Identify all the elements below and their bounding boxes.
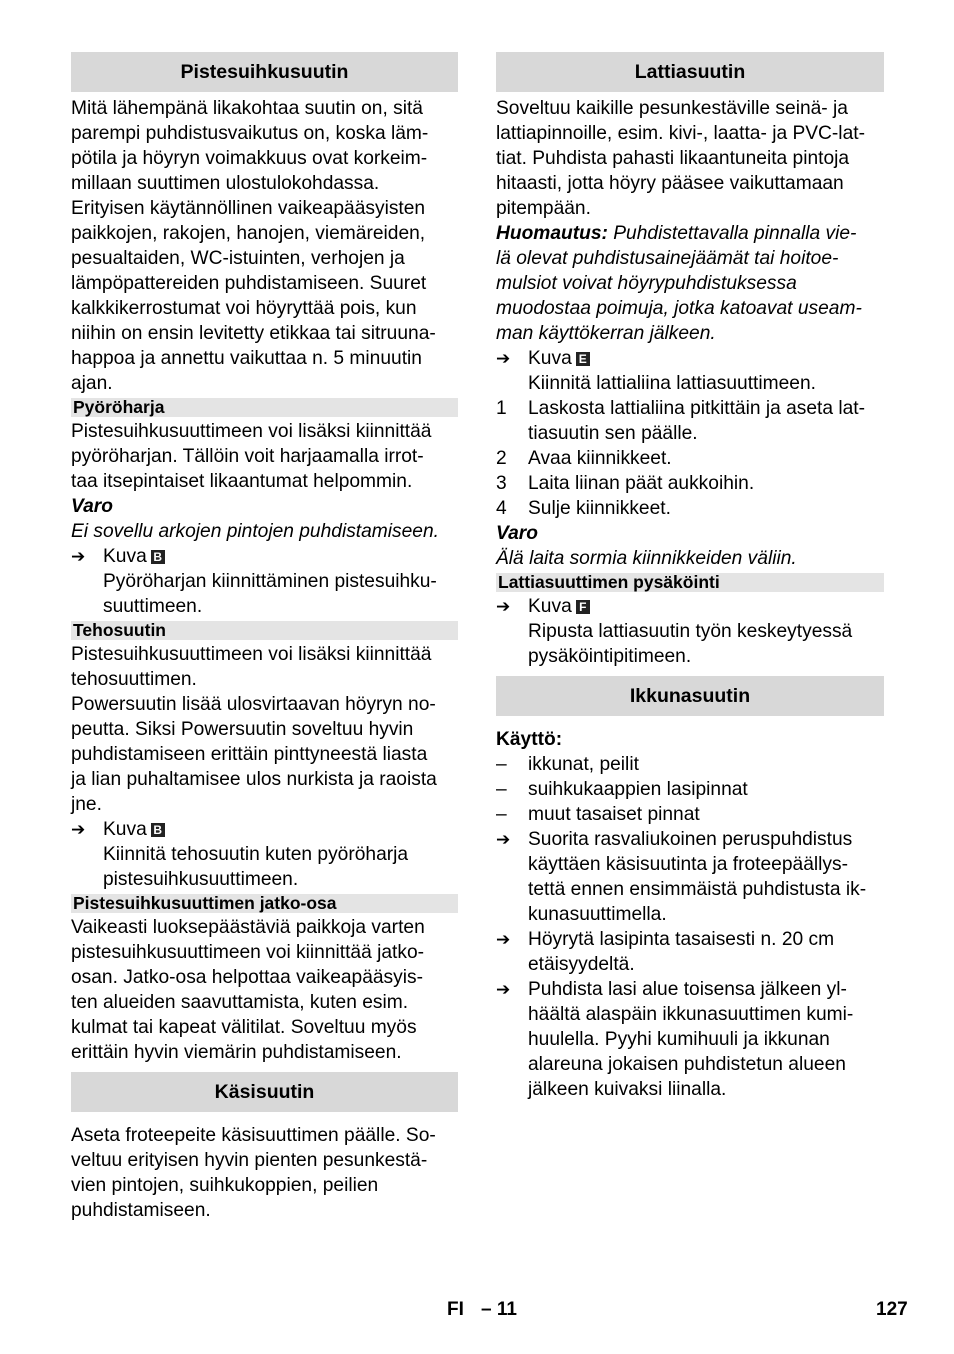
- arrow-item: [496, 977, 884, 1102]
- arrow-icon: ➔: [496, 830, 511, 849]
- step-item: [496, 471, 884, 496]
- text-line: Suorita rasvaliukoinen peruspuhdistus: [528, 829, 853, 850]
- note-line: muodostaa poimuja, jotka katoavat useam-: [496, 298, 862, 319]
- heading-tehosuutin: Tehosuutin: [71, 621, 458, 640]
- text-line: Vaikeasti luoksepäästäviä paikkoja varten: [71, 917, 425, 938]
- heading-pyoroharja: Pyöröharja: [71, 398, 458, 417]
- text-line: lattiapinnoille, esim. kivi-, laatta- ja PVC-lat-: [496, 123, 865, 144]
- text-line: pesualtaiden, WC-istuinten, verhojen ja: [71, 248, 405, 269]
- kasisuutin-text: [71, 1123, 458, 1223]
- text-line: Mitä lähempänä likakohtaa suutin on, sitä: [71, 98, 423, 119]
- text-line: ja lian puhaltamisee ulos nurkista ja raoista: [71, 769, 437, 790]
- text-line: Pistesuihkusuuttimeen voi lisäksi kiinnittää: [71, 421, 432, 442]
- text-line: lämpöpattereiden puhdistamiseen. Suuret: [71, 273, 427, 294]
- text-line: jne.: [71, 794, 102, 815]
- text-line: pistesuihkusuuttimeen voi kiinnittää jatko-: [71, 942, 425, 963]
- text-line: parempi puhdistusvaikutus on, koska läm-: [71, 123, 429, 144]
- arrow-icon: ➔: [496, 930, 511, 949]
- right-column: [496, 52, 884, 1102]
- text-line: kulmat tai kapeat välitilat. Soveltuu myös: [71, 1017, 417, 1038]
- text-line: puhdistamiseen erittäin pinttyneestä liasta: [71, 744, 428, 765]
- step-item: [496, 396, 884, 446]
- text-line: Soveltuu kaikille pesunkestäville seinä- ja: [496, 98, 848, 119]
- figure-caption: [71, 842, 458, 892]
- arrow-item: [496, 827, 884, 927]
- text-line: Laita liinan päät aukkoihin.: [528, 473, 755, 494]
- figure-caption: [496, 619, 884, 669]
- text-line: tiasuutin sen päälle.: [528, 423, 698, 444]
- text-line: muut tasaiset pinnat: [528, 804, 700, 825]
- text-line: tiat. Puhdista pahasti likaantuneita pintoja: [496, 148, 850, 169]
- text-line: pitempään.: [496, 198, 591, 219]
- text-line: Powersuutin lisää ulosvirtaavan höyryn no-: [71, 694, 436, 715]
- caution-text: Ei sovellu arkojen pintojen puhdistamiseen.: [71, 521, 439, 542]
- text-line: tehosuuttimen.: [71, 669, 197, 690]
- pyoroharja-text: [71, 419, 458, 619]
- figure-reference: [496, 594, 884, 619]
- text-line: vien pintojen, suihkukoppien, peilien: [71, 1175, 379, 1196]
- left-column: [71, 52, 458, 1223]
- text-line: Kiinnitä tehosuutin kuten pyöröharja: [103, 844, 409, 865]
- text-line: alareuna jokaisen puhdistetun alueen: [528, 1054, 846, 1075]
- step-number: 2: [496, 448, 507, 469]
- arrow-icon: ➔: [496, 597, 511, 616]
- dash-item: [496, 802, 884, 827]
- figure-caption: [71, 569, 458, 619]
- text-line: kalkkikerrostumat voi höyryttää pois, kun: [71, 298, 417, 319]
- step-item: [496, 446, 884, 471]
- footer-language: FI: [447, 1299, 464, 1320]
- heading-lattiasuutin: Lattiasuutin: [496, 52, 884, 92]
- text-line: pyöröharjan. Tällöin voit harjaamalla irrot-: [71, 446, 424, 467]
- text-line: kunasuuttimella.: [528, 904, 667, 925]
- heading-jatko-osa: Pistesuihkusuuttimen jatko-osa: [71, 894, 458, 913]
- text-line: peutta. Siksi Powersuutin soveltuu hyvin: [71, 719, 414, 740]
- dash-item: [496, 777, 884, 802]
- figure-reference: [71, 544, 458, 569]
- dash-icon: –: [496, 804, 507, 825]
- heading-pistesuihkusuutin: Pistesuihkusuutin: [71, 52, 458, 92]
- text-line: osan. Jatko-osa helpottaa vaikeapääsyis-: [71, 967, 423, 988]
- text-line: Puhdista lasi alue toisensa jälkeen yl-: [528, 979, 847, 1000]
- text-line: huulella. Pyyhi kumihuuli ja ikkunan: [528, 1029, 830, 1050]
- step-item: [496, 496, 884, 521]
- text-line: Kiinnitä lattialiina lattiasuuttimeen.: [528, 373, 816, 394]
- figure-reference: [71, 817, 458, 842]
- lattiasuutin-text: [496, 96, 884, 571]
- arrow-icon: ➔: [496, 349, 511, 368]
- note-line: lä olevat puhdistusainejäämät tai hoitoe-: [496, 248, 839, 269]
- arrow-icon: ➔: [496, 980, 511, 999]
- note-line: mulsiot voivat höyrypuhdistuksessa: [496, 273, 797, 294]
- text-line: häältä alaspäin ikkunasuuttimen kumi-: [528, 1004, 854, 1025]
- text-line: taa itsepintaiset likaantumat helpommin.: [71, 471, 413, 492]
- text-line: tettä ennen ensimmäistä puhdistusta ik-: [528, 879, 867, 900]
- text-line: hitaasti, jotta höyry pääsee vaikuttamaan: [496, 173, 844, 194]
- text-line: ajan.: [71, 373, 113, 394]
- usage-label: Käyttö:: [496, 729, 563, 750]
- pistesuihkusuutin-text: [71, 96, 458, 396]
- dash-icon: –: [496, 754, 507, 775]
- note-label: Huomautus:: [496, 223, 608, 244]
- text-line: pötila ja höyryn voimakkuus ovat korkeim-: [71, 148, 428, 169]
- step-number: 4: [496, 498, 507, 519]
- tehosuutin-text: [71, 642, 458, 892]
- page-number: 127: [876, 1299, 908, 1320]
- text-line: niihin on ensin levitetty etikkaa tai sitruuna-: [71, 323, 436, 344]
- arrow-item: [496, 927, 884, 977]
- figure-label: Kuva: [528, 596, 572, 617]
- figure-letter-badge: E: [576, 352, 590, 366]
- text-line: pysäköintipitimeen.: [528, 646, 692, 667]
- text-line: Aseta froteepeite käsisuuttimen päälle. So-: [71, 1125, 436, 1146]
- text-line: Laskosta lattialiina pitkittäin ja aseta lat-: [528, 398, 866, 419]
- pysakointi-text: [496, 594, 884, 669]
- text-line: käyttäen käsisuutinta ja froteepäällys-: [528, 854, 848, 875]
- step-number: 3: [496, 473, 507, 494]
- text-line: paikkojen, rakojen, hanojen, viemäreiden,: [71, 223, 426, 244]
- heading-pysakointi: Lattiasuuttimen pysäköinti: [496, 573, 884, 592]
- text-line: erittäin hyvin viemärin puhdistamiseen.: [71, 1042, 402, 1063]
- caution-label: Varo: [71, 496, 113, 517]
- text-line: suihkukaappien lasipinnat: [528, 779, 748, 800]
- note-line: man käyttökerran jälkeen.: [496, 323, 716, 344]
- arrow-icon: ➔: [71, 547, 86, 566]
- caution-label: Varo: [496, 523, 538, 544]
- text-line: jälkeen kuivaksi liinalla.: [528, 1079, 727, 1100]
- text-line: Pistesuihkusuuttimeen voi lisäksi kiinnittää: [71, 644, 432, 665]
- figure-letter-badge: F: [576, 600, 590, 614]
- text-line: ikkunat, peilit: [528, 754, 639, 775]
- figure-letter-badge: B: [151, 823, 165, 837]
- figure-label: Kuva: [103, 546, 147, 567]
- text-line: suuttimeen.: [103, 596, 203, 617]
- text-line: Sulje kiinnikkeet.: [528, 498, 671, 519]
- text-line: puhdistamiseen.: [71, 1200, 211, 1221]
- text-line: Avaa kiinnikkeet.: [528, 448, 672, 469]
- text-line: etäisyydeltä.: [528, 954, 635, 975]
- jatko-osa-text: [71, 915, 458, 1065]
- note-line: [496, 221, 884, 246]
- note-text: Puhdistettavalla pinnalla vie-: [607, 223, 857, 244]
- text-line: millaan suuttimen ulostulokohdassa.: [71, 173, 380, 194]
- step-number: 1: [496, 398, 507, 419]
- dash-icon: –: [496, 779, 507, 800]
- figure-label: Kuva: [528, 348, 572, 369]
- text-line: veltuu erityisen hyvin pienten pesunkestä-: [71, 1150, 428, 1171]
- figure-reference: [496, 346, 884, 371]
- text-line: happoa ja annettu vaikuttaa n. 5 minuutin: [71, 348, 422, 369]
- heading-kasisuutin: Käsisuutin: [71, 1072, 458, 1112]
- text-line: Erityisen käytännöllinen vaikeapääsyisten: [71, 198, 426, 219]
- dash-item: [496, 752, 884, 777]
- caution-text: Älä laita sormia kiinnikkeiden väliin.: [496, 548, 797, 569]
- figure-label: Kuva: [103, 819, 147, 840]
- footer-section-page: – 11: [481, 1299, 517, 1320]
- figure-caption: [496, 371, 884, 396]
- text-line: Pyöröharjan kiinnittäminen pistesuihku-: [103, 571, 437, 592]
- ikkunasuutin-text: [496, 727, 884, 1102]
- text-line: pistesuihkusuuttimeen.: [103, 869, 299, 890]
- text-line: ten alueiden saavuttamista, kuten esim.: [71, 992, 409, 1013]
- text-line: Ripusta lattiasuutin työn keskeytyessä: [528, 621, 853, 642]
- figure-letter-badge: B: [151, 550, 165, 564]
- arrow-icon: ➔: [71, 820, 86, 839]
- heading-ikkunasuutin: Ikkunasuutin: [496, 676, 884, 716]
- text-line: Höyrytä lasipinta tasaisesti n. 20 cm: [528, 929, 835, 950]
